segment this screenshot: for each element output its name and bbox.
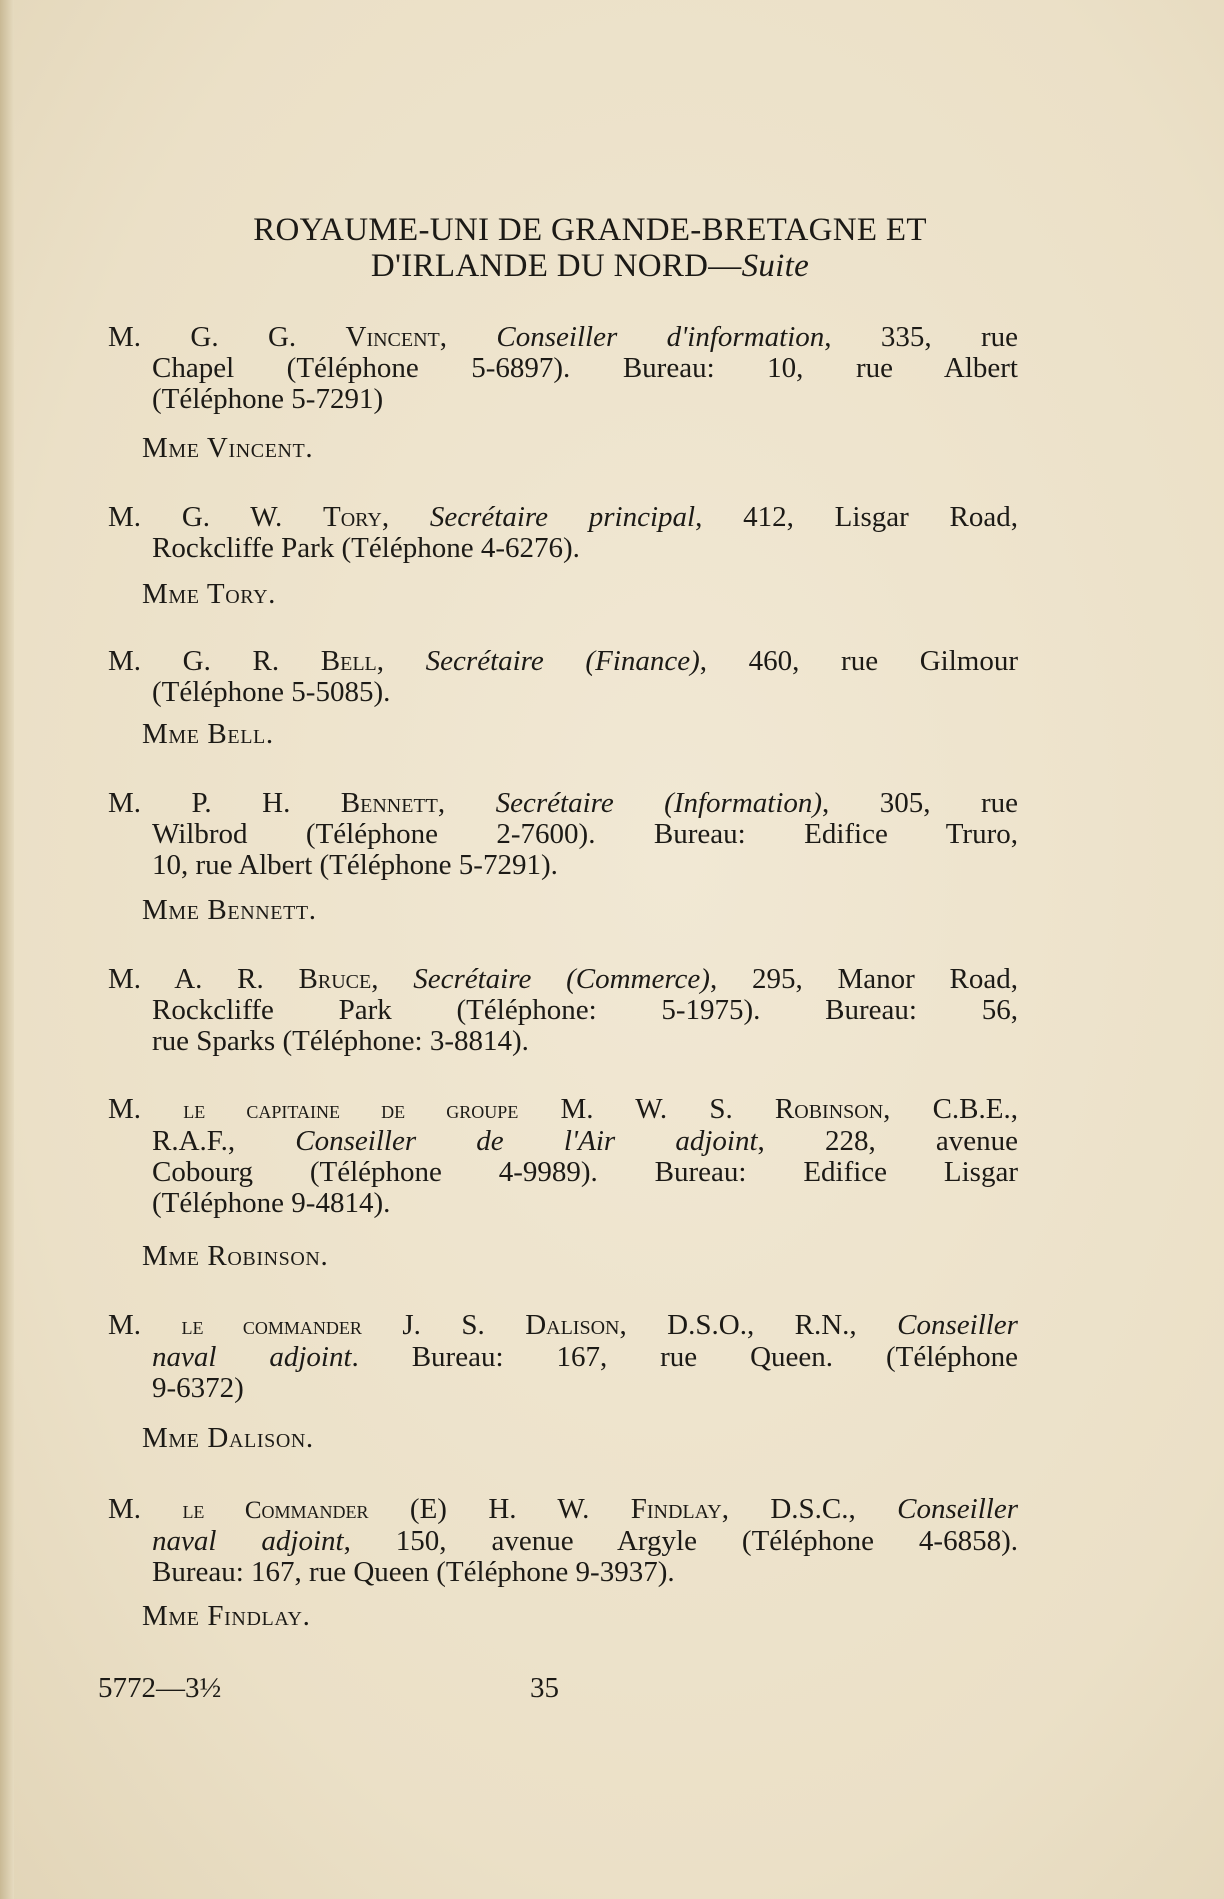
entry-line: M. G. G. Vincent, Conseiller d'information, 335, rue bbox=[108, 321, 1019, 353]
entry-line: Cobourg (Téléphone 4-9989). Bureau: Edifice Lisgar bbox=[152, 1156, 1018, 1188]
spouse-tory: Mme Tory. bbox=[142, 578, 276, 610]
position-title: Secrétaire (Commerce) bbox=[413, 963, 710, 995]
person-name: Robinson bbox=[774, 1093, 884, 1125]
entry-robinson bbox=[108, 1094, 1018, 1219]
spouse-bennett: Mme Bennett. bbox=[142, 894, 317, 926]
entry-line: R.A.F., Conseiller de l'Air adjoint, 228, avenue bbox=[152, 1125, 1018, 1157]
entry-bennett bbox=[108, 788, 1018, 881]
entry-line: M. G. R. Bell, Secrétaire (Finance), 460, rue Gilmour bbox=[108, 645, 1018, 677]
page-number: 35 bbox=[530, 1672, 559, 1704]
position-title: Conseiller bbox=[897, 1309, 1018, 1341]
page-spine-shadow bbox=[0, 0, 14, 1899]
position-title: naval adjoint bbox=[152, 1341, 352, 1373]
entry-line: naval adjoint, 150, avenue Argyle (Téléphone 4-6858). bbox=[152, 1525, 1018, 1557]
entry-line: naval adjoint. Bureau: 167, rue Queen. (Téléphone bbox=[152, 1341, 1018, 1373]
entry-vincent bbox=[108, 322, 1018, 415]
spouse-dalison: Mme Dalison. bbox=[142, 1422, 314, 1454]
entry-line: M. P. H. Bennett, Secrétaire (Information), 305, rue bbox=[108, 787, 1018, 819]
rank: le Commander bbox=[182, 1497, 369, 1524]
rank: le capitaine de groupe bbox=[183, 1097, 519, 1124]
entry-line: M. le Commander (E) H. W. Findlay, D.S.C., Conseiller bbox=[108, 1493, 1018, 1525]
position-title: Conseiller bbox=[897, 1493, 1018, 1525]
entry-line: Rockcliffe Park (Téléphone: 5-1975). Bureau: 56, bbox=[152, 994, 1018, 1026]
person-name: Findlay bbox=[630, 1493, 722, 1525]
position-title: Conseiller d'information bbox=[496, 321, 825, 353]
spouse-vincent: Mme Vincent. bbox=[142, 432, 314, 464]
heading-suite: Suite bbox=[741, 248, 810, 284]
position-title: Secrétaire (Finance) bbox=[425, 645, 700, 677]
heading-line-2: D'IRLANDE DU NORD—Suite bbox=[370, 248, 810, 284]
entry-line: M. G. W. Tory, Secrétaire principal, 412, Lisgar Road, bbox=[108, 501, 1018, 533]
entry-line: Chapel (Téléphone 5-6897). Bureau: 10, rue Albert bbox=[152, 352, 1018, 384]
entry-line: Wilbrod (Téléphone 2-7600). Bureau: Edifice Truro, bbox=[152, 818, 1018, 850]
page-heading bbox=[100, 212, 1080, 284]
spouse-findlay: Mme Findlay. bbox=[142, 1600, 311, 1632]
print-code: 5772—3½ bbox=[98, 1672, 222, 1704]
person-name: Bennett bbox=[340, 787, 438, 819]
entry-line: M. le commander J. S. Dalison, D.S.O., R.N., Conseiller bbox=[108, 1309, 1018, 1341]
entry-findlay bbox=[108, 1494, 1018, 1588]
person-name: Dalison bbox=[525, 1309, 620, 1341]
person-name: Tory bbox=[323, 501, 382, 533]
entry-line: (Téléphone 9-4814). bbox=[152, 1187, 391, 1219]
entry-tory bbox=[108, 502, 1018, 564]
person-name: Bruce bbox=[298, 963, 372, 995]
entry-bruce bbox=[108, 964, 1018, 1057]
entry-line: 10, rue Albert (Téléphone 5-7291). bbox=[152, 849, 558, 881]
spouse-bell: Mme Bell. bbox=[142, 718, 274, 750]
position-title: naval adjoint bbox=[152, 1525, 344, 1557]
position-title: Secrétaire (Information) bbox=[495, 787, 823, 819]
heading-line-1: ROYAUME-UNI DE GRANDE-BRETAGNE ET bbox=[253, 212, 927, 248]
entry-line: rue Sparks (Téléphone: 3-8814). bbox=[152, 1025, 529, 1057]
entry-line: 9-6372) bbox=[152, 1372, 244, 1404]
entry-line: M. le capitaine de groupe M. W. S. Robinson, C.B.E., bbox=[108, 1093, 1018, 1125]
entry-line: M. A. R. Bruce, Secrétaire (Commerce), 295, Manor Road, bbox=[108, 963, 1019, 995]
person-name: Vincent bbox=[345, 321, 440, 353]
person-name: Bell bbox=[320, 645, 377, 677]
position-title: Conseiller de l'Air adjoint bbox=[295, 1125, 758, 1157]
entry-line: (Téléphone 5-5085). bbox=[152, 676, 391, 708]
entry-bell bbox=[108, 646, 1018, 708]
rank: le commander bbox=[181, 1313, 362, 1340]
spouse-robinson: Mme Robinson. bbox=[142, 1240, 329, 1272]
entry-line: (Téléphone 5-7291) bbox=[152, 383, 384, 415]
position-title: Secrétaire principal bbox=[429, 501, 696, 533]
entry-line: Bureau: 167, rue Queen (Téléphone 9-3937). bbox=[152, 1556, 675, 1588]
entry-line: Rockcliffe Park (Téléphone 4-6276). bbox=[152, 532, 580, 564]
entry-dalison bbox=[108, 1310, 1018, 1404]
